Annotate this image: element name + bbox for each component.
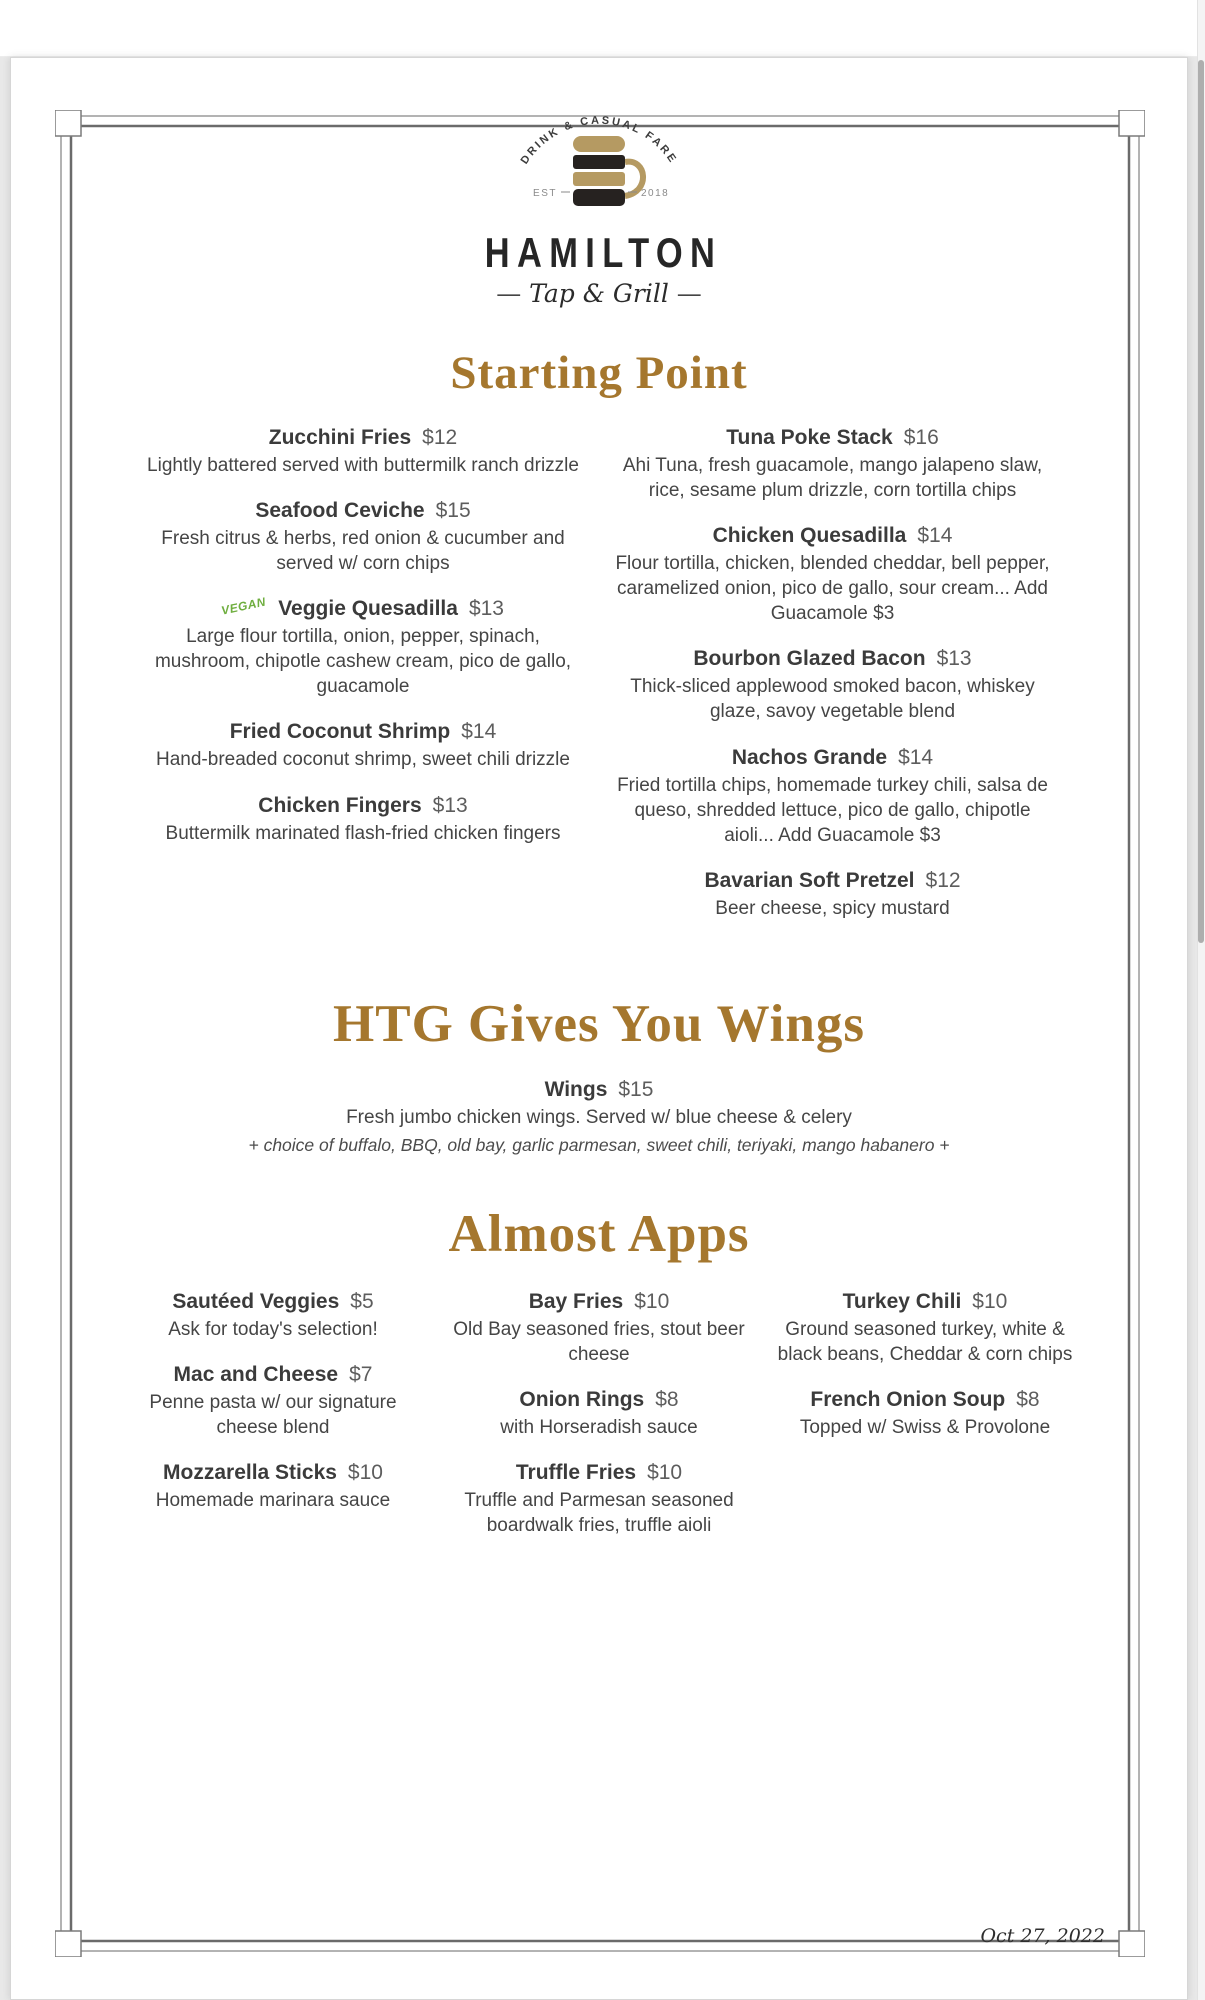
item-name: Bourbon Glazed Bacon — [693, 647, 926, 671]
item-price: $12 — [422, 426, 458, 449]
menu-item — [141, 794, 586, 846]
item-name: Seafood Ceviche — [255, 499, 425, 523]
starting-point-grid — [11, 426, 1187, 942]
item-description: with Horseradish sauce — [500, 1417, 698, 1439]
item-description: Ahi Tuna, fresh guacamole, mango jalapeno slaw, rice, sesame plum drizzle, corn tortilla chips — [622, 455, 1043, 502]
mug-icon — [573, 136, 625, 206]
item-price: $12 — [925, 868, 961, 892]
item-price: $14 — [461, 720, 497, 744]
wings-sauce-note: + choice of buffalo, BBQ, old bay, garlic parmesan, sweet chili, teriyaki, mango habanero + — [248, 1134, 950, 1155]
item-description: Ask for today's selection! — [168, 1318, 378, 1340]
item-price: $8 — [1016, 1388, 1040, 1412]
item-price: $10 — [647, 1461, 683, 1485]
item-description: Flour tortilla, chicken, blended cheddar, bell pepper, caramelized onion, pico de gallo, sour cream... Add Guacamole $3 — [615, 553, 1050, 625]
menu-item — [608, 746, 1058, 848]
item-description: Ground seasoned turkey, white & black beans, Cheddar & corn chips — [777, 1318, 1073, 1366]
item-price: $16 — [903, 426, 939, 449]
logo-mark — [419, 100, 779, 220]
section-wings — [11, 994, 1187, 1156]
item-price: $10 — [634, 1289, 670, 1313]
item-name: Mozzarella Sticks — [163, 1461, 337, 1485]
item-description: Fried tortilla chips, homemade turkey chili, salsa de queso, shredded lettuce, pico de gallo, chipotle aioli... Add Guacamole $3 — [617, 774, 1048, 846]
menu-item — [774, 1290, 1076, 1367]
menu-item — [122, 1461, 424, 1513]
menu-page — [10, 57, 1188, 2000]
section-title-starting-point: Starting Point — [450, 347, 748, 399]
item-name: French Onion Soup — [810, 1388, 1006, 1412]
almost-apps-column-2 — [448, 1290, 750, 1559]
item-description: Fresh citrus & herbs, red onion & cucumber and served w/ corn chips — [161, 528, 565, 575]
item-price: $13 — [936, 647, 972, 671]
item-name: Onion Rings — [519, 1388, 645, 1412]
starting-point-column-left — [141, 426, 586, 942]
menu-item — [608, 524, 1058, 626]
wings-item — [169, 1078, 1029, 1156]
logo-est-label: EST — [533, 188, 557, 199]
menu-item — [448, 1461, 750, 1538]
menu-item — [141, 594, 586, 699]
item-name: Turkey Chili — [842, 1289, 962, 1313]
section-title-almost-apps: Almost Apps — [448, 1204, 750, 1263]
menu-item — [141, 499, 586, 576]
item-description: Lightly battered served with buttermilk ranch drizzle — [147, 455, 579, 476]
menu-item — [608, 647, 1058, 724]
item-description: Hand-breaded coconut shrimp, sweet chili drizzle — [156, 749, 570, 771]
item-price: $7 — [349, 1363, 373, 1387]
menu-item — [122, 1290, 424, 1342]
item-description: Truffle and Parmesan seasoned boardwalk fries, truffle aioli — [464, 1490, 734, 1537]
item-name: Bavarian Soft Pretzel — [704, 868, 915, 892]
section-almost-apps — [11, 1204, 1187, 1559]
item-description: Large flour tortilla, onion, pepper, spinach, mushroom, chipotle cashew cream, pico de gallo, guacamole — [154, 626, 572, 698]
item-description: Thick-sliced applewood smoked bacon, whiskey glaze, savoy vegetable blend — [630, 676, 1035, 723]
item-description: Topped w/ Swiss & Provolone — [799, 1417, 1051, 1439]
item-name: Wings — [544, 1077, 608, 1101]
menu-item — [122, 1363, 424, 1440]
viewer-top-strip — [0, 0, 1205, 57]
item-price: $10 — [347, 1461, 383, 1485]
almost-apps-grid — [11, 1290, 1187, 1559]
item-description: Old Bay seasoned fries, stout beer cheese — [453, 1318, 745, 1366]
item-price: $14 — [898, 745, 934, 769]
logo-arc-text: DRINK & CASUAL FARE — [518, 114, 680, 167]
item-name: Bay Fries — [528, 1289, 624, 1313]
item-price: $13 — [468, 597, 504, 621]
menu-item — [774, 1388, 1076, 1440]
item-price: $8 — [655, 1388, 679, 1412]
item-price: $5 — [350, 1289, 374, 1313]
scrollbar-thumb[interactable] — [1198, 60, 1204, 943]
item-price: $15 — [435, 499, 471, 523]
menu-item — [608, 426, 1058, 503]
menu-date: Oct 27, 2022 — [980, 1925, 1105, 1947]
item-description: Penne pasta w/ our signature cheese blend — [149, 1392, 397, 1439]
item-name: Fried Coconut Shrimp — [229, 720, 451, 744]
starting-point-column-right — [608, 426, 1058, 942]
item-name: Zucchini Fries — [268, 426, 412, 449]
scrollbar[interactable] — [1197, 0, 1205, 2000]
item-price: $15 — [618, 1077, 654, 1101]
item-price: $13 — [432, 793, 468, 817]
item-name: Chicken Quesadilla — [712, 524, 907, 548]
almost-apps-column-3 — [774, 1290, 1076, 1559]
restaurant-logo — [11, 58, 1187, 308]
logo-year-label: 2018 — [641, 188, 670, 199]
item-description: Homemade marinara sauce — [155, 1490, 391, 1512]
section-title-wings: HTG Gives You Wings — [333, 994, 865, 1053]
restaurant-tagline: — Tap & Grill — — [11, 279, 1187, 308]
section-starting-point — [11, 346, 1187, 942]
item-name: Mac and Cheese — [173, 1363, 339, 1387]
item-name: Veggie Quesadilla — [278, 597, 458, 621]
item-name: Truffle Fries — [515, 1461, 637, 1485]
menu-item — [141, 426, 586, 478]
item-description: Fresh jumbo chicken wings. Served w/ blue cheese & celery — [346, 1106, 852, 1128]
item-description: Buttermilk marinated flash-fried chicken fingers — [165, 822, 561, 844]
menu-item — [608, 869, 1058, 921]
item-name: Tuna Poke Stack — [726, 426, 893, 449]
menu-item — [448, 1388, 750, 1440]
menu-item — [141, 720, 586, 772]
restaurant-name: HAMILTON — [484, 229, 723, 276]
almost-apps-column-1 — [122, 1290, 424, 1559]
menu-item — [448, 1290, 750, 1367]
item-name: Chicken Fingers — [258, 793, 422, 817]
item-price: $10 — [972, 1289, 1008, 1313]
vegan-badge: VEGAN — [219, 594, 268, 618]
item-name: Nachos Grande — [731, 745, 888, 769]
item-name: Sautéed Veggies — [172, 1289, 340, 1313]
item-price: $14 — [917, 524, 953, 548]
item-description: Beer cheese, spicy mustard — [715, 897, 950, 919]
